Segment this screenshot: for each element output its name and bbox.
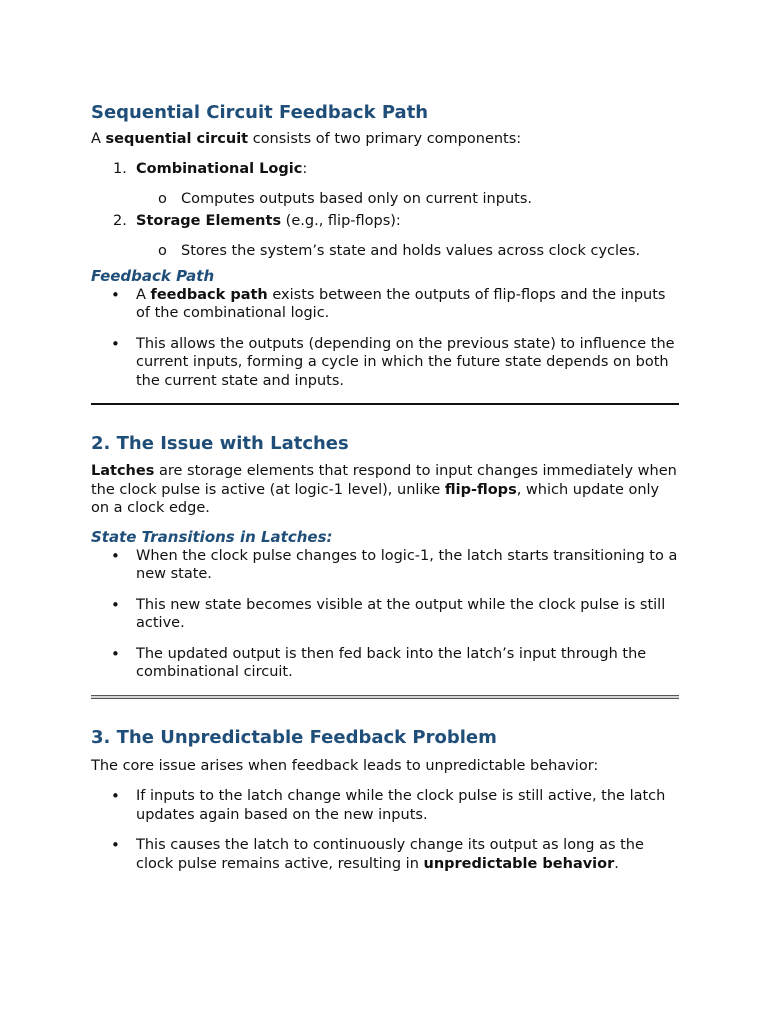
subheading-feedback-path: Feedback Path: [91, 266, 215, 285]
components-list: [91, 160, 679, 261]
section-divider: [91, 403, 679, 405]
section3-intro: The core issue arises when feedback leads to unpredictable behavior:: [91, 757, 599, 774]
feedback-path-bullets: [91, 286, 679, 391]
section-title-sequential-circuit: Sequential Circuit Feedback Path: [91, 102, 429, 123]
list-item-combinational-logic: 1. Combinational Logic:: [113, 160, 308, 177]
unpredictable-feedback-bullets: [91, 787, 679, 873]
sub-list-item: o Stores the system’s state and holds values across clock cycles.: [158, 243, 641, 259]
section-title-unpredictable-feedback: 3. The Unpredictable Feedback Problem: [91, 726, 497, 748]
section-divider: [91, 695, 679, 699]
list-item: • If inputs to the latch change while the clock pulse is still active, the latch updates again based on the new inputs.: [111, 787, 666, 823]
list-item: • This allows the outputs (depending on the previous state) to influence the current inputs, forming a cycle in which the future state depends on both the current state and inputs.: [111, 334, 675, 389]
section1-intro: A sequential circuit consists of two primary components:: [91, 131, 522, 147]
sub-list-item: o Computes outputs based only on current inputs.: [158, 191, 532, 207]
list-item-storage-elements: 2. Storage Elements (e.g., flip-flops):: [113, 212, 401, 229]
subheading-state-transitions: State Transitions in Latches:: [91, 527, 333, 546]
section2-intro: Latches are storage elements that respond to input changes immediately when the clock pulse is active (at logic-1 level), unlike flip-flops, which update only on a clock edge.: [91, 463, 677, 516]
list-item: • When the clock pulse changes to logic-1, the latch starts transitioning to a new state.: [111, 546, 678, 582]
document-content: [91, 100, 679, 873]
state-transition-bullets: [91, 547, 679, 682]
list-item: • A feedback path exists between the outputs of flip-flops and the inputs of the combinational logic.: [111, 285, 666, 321]
list-item: • The updated output is then fed back into the latch’s input through the combinational circuit.: [111, 644, 647, 680]
list-item: • This causes the latch to continuously change its output as long as the clock pulse remains active, resulting in unpredictable behavior.: [111, 836, 644, 872]
list-item: • This new state becomes visible at the output while the clock pulse is still active.: [111, 595, 666, 631]
section-title-latches: 2. The Issue with Latches: [91, 433, 349, 454]
